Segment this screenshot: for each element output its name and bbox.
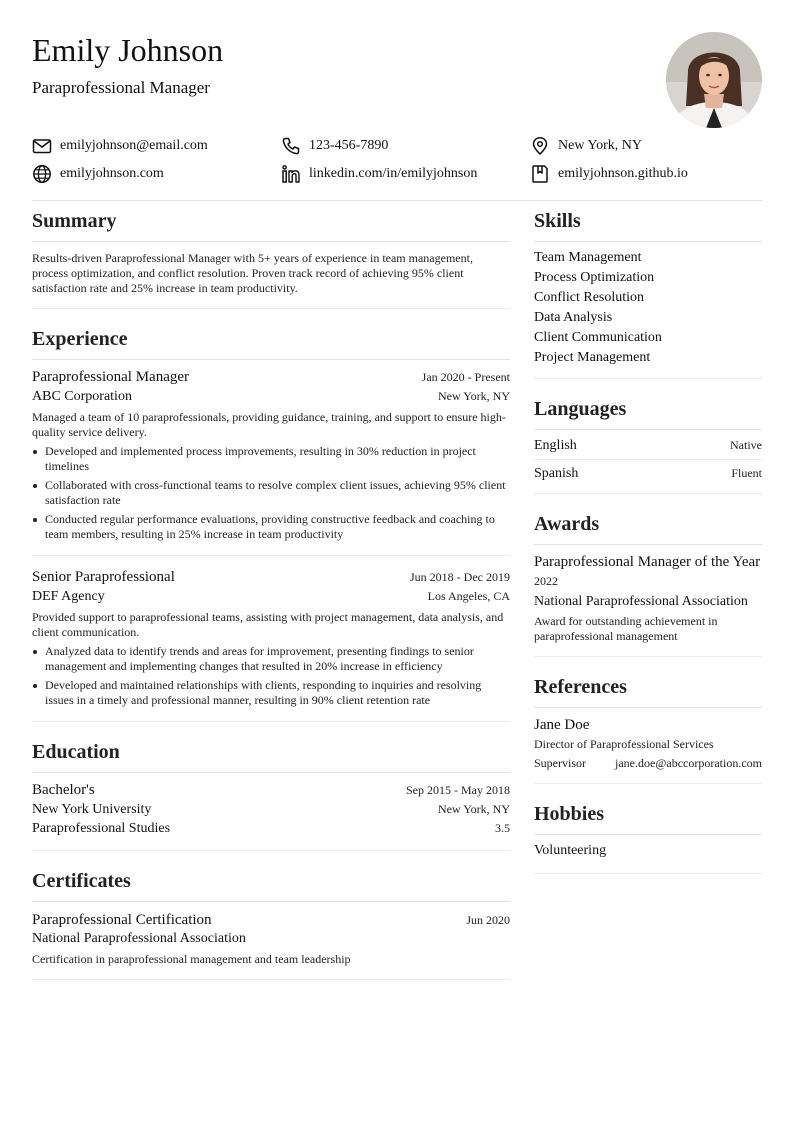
candidate-name: Emily Johnson <box>32 32 224 68</box>
profile-photo <box>666 32 762 128</box>
skills-section <box>534 205 762 379</box>
education-school: New York University <box>32 802 152 817</box>
language-level: Fluent <box>731 466 762 480</box>
contact-linkedin[interactable] <box>281 162 477 186</box>
experience-section <box>32 323 510 722</box>
skill-item: Process Optimization <box>534 270 655 285</box>
summary-text: Results-driven Paraprofessional Manager with 5+ years of experience in team management, process optimization, and conflict resolution. Proven track record of achieving 95% client satisfaction rate and 25% increase in team productivity. <box>32 251 473 295</box>
language-item <box>534 460 762 487</box>
language-level: Native <box>730 438 762 452</box>
hobbies-heading: Hobbies <box>534 798 762 835</box>
skill-item: Client Communication <box>534 330 662 345</box>
header-divider <box>32 200 762 201</box>
job-highlight: Analyzed data to identify trends and areas for improvement, presenting findings to senior management and implementing changes that resulted in 20% increase in efficiency <box>32 644 510 674</box>
candidate-headline: Paraprofessional Manager <box>32 78 210 97</box>
phone-icon <box>281 136 301 156</box>
map-pin-icon <box>530 136 550 156</box>
contact-linkedin-text: linkedin.com/in/emilyjohnson <box>309 166 478 181</box>
experience-item <box>32 360 510 556</box>
award-year: 2022 <box>534 574 558 588</box>
job-highlight: Developed and implemented process improvements, resulting in 30% reduction in project timelines <box>32 444 510 474</box>
award-awarder: National Paraprofessional Association <box>534 594 748 609</box>
reference-name: Jane Doe <box>534 717 590 733</box>
education-degree: Bachelor's <box>32 782 95 798</box>
job-highlight: Conducted regular performance evaluations, providing constructive feedback and coaching to team members, resulting in 25% increase in team productivity <box>32 512 510 542</box>
job-highlights <box>32 444 510 542</box>
language-name: English <box>534 438 577 453</box>
certificate-date: Jun 2020 <box>466 913 510 927</box>
job-company: DEF Agency <box>32 589 105 604</box>
skill-item: Project Management <box>534 350 651 365</box>
reference-relation: Supervisor <box>534 756 586 770</box>
skills-list <box>534 242 762 379</box>
languages-heading: Languages <box>534 393 762 430</box>
contact-github-text: emilyjohnson.github.io <box>558 166 688 181</box>
contact-location-text: New York, NY <box>558 138 643 153</box>
reference-position: Director of Paraprofessional Services <box>534 737 714 751</box>
education-item <box>32 773 510 851</box>
contact-email-text: emilyjohnson@email.com <box>60 138 208 153</box>
reference-item <box>534 708 762 784</box>
education-field: Paraprofessional Studies <box>32 821 171 836</box>
job-highlight: Developed and maintained relationships with clients, responding to inquiries and resolving issues in a timely and professional manner, resulting in 90% client retention rate <box>32 678 510 708</box>
contact-phone[interactable] <box>281 134 388 158</box>
award-description: Award for outstanding achievement in paraprofessional management <box>534 614 718 643</box>
avatar-illustration <box>666 32 762 128</box>
globe-icon <box>32 164 52 184</box>
job-highlights <box>32 644 510 708</box>
main-column <box>32 205 510 980</box>
education-heading: Education <box>32 736 510 773</box>
contact-github[interactable] <box>530 162 688 186</box>
reference-email[interactable]: jane.doe@abccorporation.com <box>615 756 762 770</box>
certificates-section <box>32 865 510 980</box>
job-date: Jun 2018 - Dec 2019 <box>410 570 510 584</box>
job-summary: Managed a team of 10 paraprofessionals, providing guidance, training, and support to ensure high-quality service delivery. <box>32 410 506 439</box>
education-location: New York, NY <box>437 802 510 816</box>
contact-email[interactable] <box>32 134 208 158</box>
contact-website[interactable] <box>32 162 164 186</box>
references-heading: References <box>534 671 762 708</box>
certificate-name: Paraprofessional Certification <box>32 912 212 928</box>
github-icon <box>530 164 550 184</box>
awards-heading: Awards <box>534 508 762 545</box>
certificates-heading: Certificates <box>32 865 510 902</box>
contact-phone-text: 123-456-7890 <box>309 138 389 153</box>
skill-item: Conflict Resolution <box>534 290 645 305</box>
job-highlight: Collaborated with cross-functional teams to resolve complex client issues, achieving 95% client satisfaction rate <box>32 478 510 508</box>
references-section <box>534 671 762 784</box>
language-item <box>534 432 762 460</box>
job-date: Jan 2020 - Present <box>421 370 510 384</box>
job-location: Los Angeles, CA <box>427 589 510 603</box>
skill-item: Team Management <box>534 250 642 265</box>
job-company: ABC Corporation <box>32 389 132 404</box>
hobbies-section <box>534 798 762 874</box>
hobby-item: Volunteering <box>534 843 607 858</box>
awards-section <box>534 508 762 657</box>
language-name: Spanish <box>534 466 579 481</box>
education-date: Sep 2015 - May 2018 <box>406 783 510 797</box>
contact-location <box>530 134 642 158</box>
award-item <box>534 545 762 657</box>
job-summary: Provided support to paraprofessional teams, assisting with project management, data analysis, and client communication. <box>32 610 504 639</box>
contact-website-text: emilyjohnson.com <box>60 166 164 181</box>
hobbies-list <box>534 835 762 874</box>
certificate-item <box>32 902 510 980</box>
languages-section <box>534 393 762 494</box>
linkedin-icon <box>281 164 301 184</box>
job-position: Senior Paraprofessional <box>32 569 175 585</box>
experience-heading: Experience <box>32 323 510 360</box>
summary-body <box>32 242 510 309</box>
certificate-description: Certification in paraprofessional management and team leadership <box>32 952 351 966</box>
sidebar-column <box>534 205 762 874</box>
summary-section <box>32 205 510 309</box>
certificate-issuer: National Paraprofessional Association <box>32 931 246 946</box>
skills-heading: Skills <box>534 205 762 242</box>
education-section <box>32 736 510 851</box>
skill-item: Data Analysis <box>534 310 613 325</box>
languages-list <box>534 430 762 494</box>
summary-heading: Summary <box>32 205 510 242</box>
education-score: 3.5 <box>495 821 510 835</box>
job-position: Paraprofessional Manager <box>32 369 190 385</box>
award-name: Paraprofessional Manager of the Year <box>534 554 761 570</box>
experience-item <box>32 556 510 722</box>
mail-icon <box>32 136 52 156</box>
job-location: New York, NY <box>437 389 510 403</box>
